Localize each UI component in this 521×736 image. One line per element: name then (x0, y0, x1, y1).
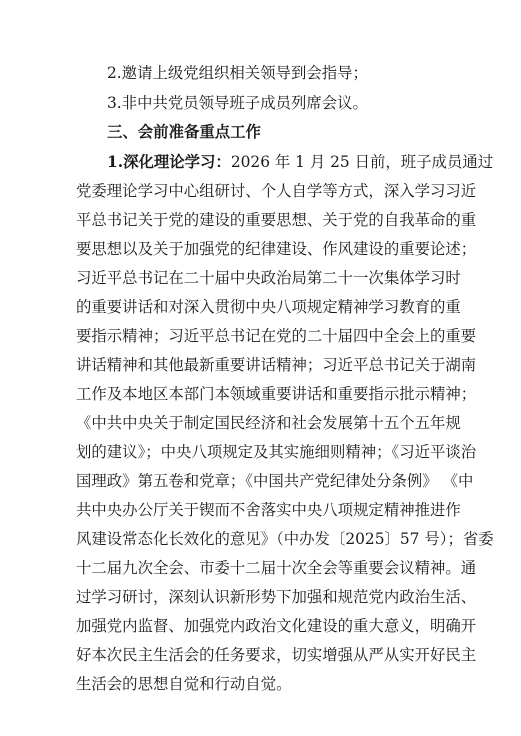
paragraph-first-line (107, 152, 493, 172)
list-item-non-party-members: 3.非中共党员领导班子成员列席会议。 (107, 94, 368, 112)
paragraph-line: 习近平总书记在二十届中央政治局第二十一次集体学习时 (76, 269, 461, 287)
paragraph-line: 要思想以及关于加强党的纪律建设、作风建设的重要论述； (76, 240, 477, 258)
paragraph-line: 过学习研讨，深刻认识新形势下加强和规范党内政治生活、 (76, 588, 477, 606)
paragraph-line: 讲话精神和其他最新重要讲话精神；习近平总书记关于湖南 (76, 356, 477, 374)
paragraph-line: 平总书记关于党的建设的重要思想、关于党的自我革命的重 (76, 211, 477, 229)
paragraph-label: 1.深化理论学习： (107, 153, 231, 171)
paragraph-line: 党委理论学习中心组研讨、个人自学等方式，深入学习习近 (76, 182, 477, 200)
section-heading: 三、会前准备重点工作 (107, 123, 261, 141)
paragraph-line: 国理政》第五卷和党章；《中国共产党纪律处分条例》 《中 (76, 472, 474, 490)
paragraph-line: 风建设常态化长效化的意见》（中办发〔2025〕57 号）；省委 (76, 530, 494, 548)
paragraph-line: 十二届九次全会、市委十二届十次全会等重要会议精神。通 (76, 559, 477, 577)
paragraph-line: 要指示精神；习近平总书记在党的二十届四中全会上的重要 (76, 327, 477, 345)
list-item-invite-leaders: 2.邀请上级党组织相关领导到会指导； (107, 64, 368, 82)
paragraph-line: 《中共中央关于制定国民经济和社会发展第十五个五年规 (76, 414, 461, 432)
paragraph-line: 加强党内监督、加强党内政治文化建设的重大意义，明确开 (76, 617, 477, 635)
paragraph-line: 生活会的思想自觉和行动自觉。 (76, 675, 292, 693)
paragraph-line: 划的建议》；中央八项规定及其实施细则精神；《习近平谈治 (76, 443, 477, 461)
paragraph-line: 好本次民主生活会的任务要求，切实增强从严从实开好民主 (76, 646, 477, 664)
paragraph-line: 共中央办公厅关于锲而不舍落实中央八项规定精神推进作 (76, 501, 461, 519)
paragraph-line: 工作及本地区本部门本领域重要讲话和重要指示批示精神； (76, 385, 477, 403)
paragraph-line: 2026 年 1 月 25 日前，班子成员通过 (230, 153, 494, 171)
paragraph-line: 的重要讲话和对深入贯彻中央八项规定精神学习教育的重 (76, 298, 461, 316)
